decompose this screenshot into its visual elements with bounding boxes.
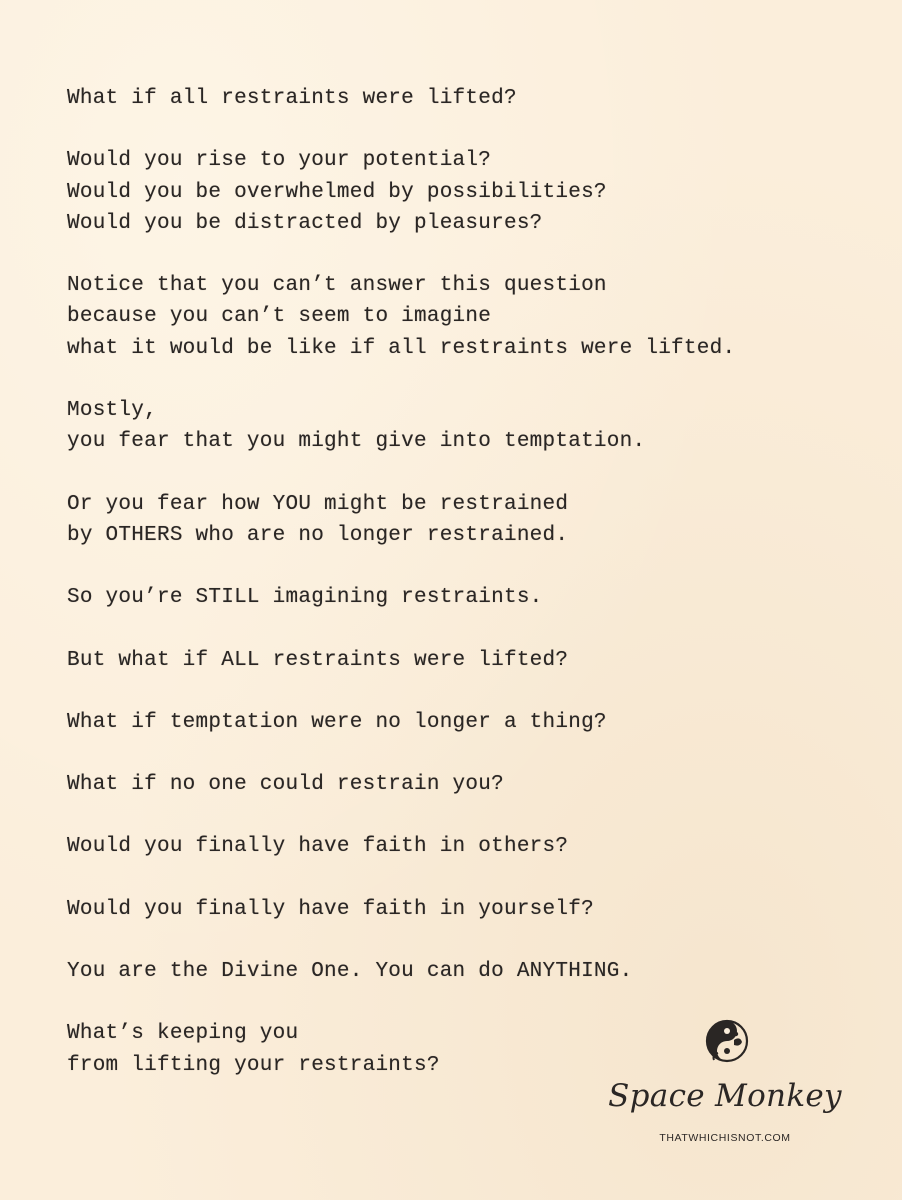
poem-line: So you’re STILL imagining restraints. xyxy=(67,586,543,610)
poem-line: by OTHERS who are no longer restrained. xyxy=(67,523,569,547)
poem-line: But what if ALL restraints were lifted? xyxy=(67,648,569,672)
stanza xyxy=(67,831,867,862)
poem-line: Mostly, xyxy=(67,399,157,423)
logo-wordmark: Space Monkey xyxy=(608,1078,842,1114)
poem-line: What’s keeping you xyxy=(67,1022,299,1046)
poem-line: what it would be like if all restraints were lifted. xyxy=(67,336,736,360)
poem-line: Would you be overwhelmed by possibilities? xyxy=(67,180,607,204)
space-monkey-logo xyxy=(600,1018,850,1158)
stanza xyxy=(67,956,867,987)
poem-line: Would you be distracted by pleasures? xyxy=(67,211,543,235)
poem-line: Or you fear how YOU might be restrained xyxy=(67,492,569,516)
poem-line: Notice that you can’t answer this question xyxy=(67,274,607,298)
website-url: THATWHICHISNOT.COM xyxy=(659,1132,791,1144)
stanza xyxy=(67,707,867,738)
poem-line: because you can’t seem to imagine xyxy=(67,305,492,329)
stanza xyxy=(67,395,867,458)
poem-line: from lifting your restraints? xyxy=(67,1053,440,1077)
poem-line: you fear that you might give into temptation. xyxy=(67,430,646,454)
stanza xyxy=(67,894,867,925)
stanza xyxy=(67,645,867,676)
poem-line: What if all restraints were lifted? xyxy=(67,87,517,110)
stanza xyxy=(67,270,867,364)
poem-line: Would you finally have faith in others? xyxy=(67,835,569,859)
poem-line: What if temptation were no longer a thing? xyxy=(67,710,607,734)
stanza xyxy=(67,83,867,114)
poem-line: Would you rise to your potential? xyxy=(67,149,492,173)
stanza xyxy=(67,582,867,613)
poem-line: Would you finally have faith in yourself? xyxy=(67,897,594,921)
poem-line: You are the Divine One. You can do ANYTHING. xyxy=(67,960,633,984)
poem-text xyxy=(67,83,867,1112)
yin-yang-monkey-icon xyxy=(704,1018,750,1064)
stanza xyxy=(67,769,867,800)
stanza xyxy=(67,489,867,552)
poem-line: What if no one could restrain you? xyxy=(67,773,504,797)
stanza xyxy=(67,145,867,239)
